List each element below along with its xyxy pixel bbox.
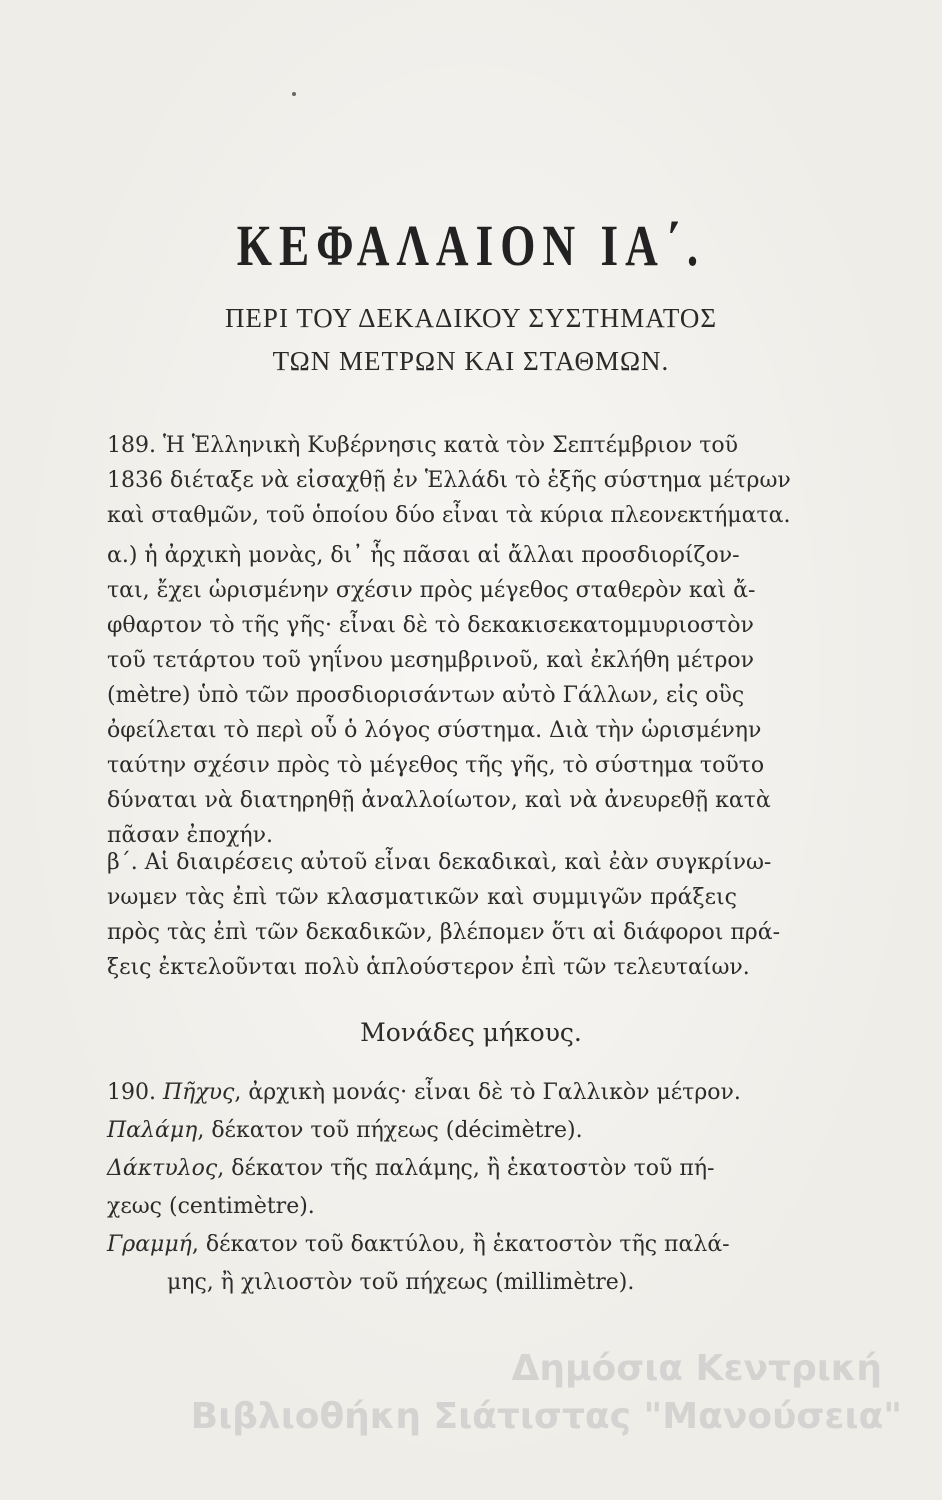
- definition-text: , ἀρχικὴ μονάς· εἶναι δὲ τὸ Γαλλικὸν μέτρον.: [234, 1080, 741, 1105]
- paragraph-189: [107, 428, 791, 533]
- text-line: φθαρτον τὸ τῆς γῆς· εἶναι δὲ τὸ δεκακισεκατομμυριοστὸν: [107, 613, 754, 638]
- definition-text: , δέκατον τῆς παλάμης, ἢ ἑκατοστὸν τοῦ πή-: [217, 1156, 715, 1181]
- ink-dot: [292, 92, 296, 96]
- paragraph-number: 190.: [107, 1080, 156, 1105]
- chapter-subtitle-line2: ΤΩΝ ΜΕΤΡΩΝ ΚΑΙ ΣΤΑΘΜΩΝ.: [272, 346, 670, 376]
- text-line: νωμεν τὰς ἐπὶ τῶν κλασματικῶν καὶ συμμιγῶν πράξεις: [107, 885, 737, 910]
- text-line: ὀφείλεται τὸ περὶ οὗ ὁ λόγος σύστημα. Διὰ τὴν ὡρισμένην: [107, 718, 762, 743]
- section-heading: Μονάδες μήκους.: [360, 1018, 582, 1047]
- text-line: τοῦ τετάρτου τοῦ γηΐνου μεσημβρινοῦ, καὶ ἐκλήθη μέτρον: [107, 648, 755, 673]
- definition-palame: [107, 1112, 737, 1150]
- text-line: ταύτην σχέσιν πρὸς τὸ μέγεθος τῆς γῆς, τὸ σύστημα τοῦτο: [107, 753, 765, 778]
- text-line: (mètre) ὑπὸ τῶν προσδιορισάντων αὐτὸ Γάλλων, εἰς οὓς: [107, 683, 745, 708]
- length-units-definitions: [107, 1074, 741, 1302]
- definition-text: , δέκατον τοῦ πήχεως (décimètre).: [197, 1118, 583, 1143]
- definition-daktylos-cont: χεως (centimètre).: [107, 1194, 315, 1219]
- definition-daktylos: [107, 1150, 737, 1188]
- text-line: καὶ σταθμῶν, τοῦ ὁποίου δύο εἶναι τὰ κύρια πλεονεκτήματα.: [107, 503, 791, 528]
- chapter-title: ΚΕΦΑΛΑΙΟΝ ΙΑ΄.: [236, 213, 706, 278]
- term-gramme: Γραμμή: [107, 1232, 192, 1257]
- text-line: β΄. Αἱ διαιρέσεις αὐτοῦ εἶναι δεκαδικαὶ, καὶ ἐὰν συγκρίνω-: [107, 850, 772, 875]
- text-line: πρὸς τὰς ἐπὶ τῶν δεκαδικῶν, βλέπομεν ὅτι αἱ διάφοροι πρά-: [107, 920, 781, 945]
- definition-gramme-cont: μης, ἢ χιλιοστὸν τοῦ πήχεως (millimètre).: [167, 1270, 635, 1295]
- definition-gramme: [107, 1226, 737, 1264]
- library-watermark-line1: Δημόσια Κεντρική: [511, 1348, 882, 1389]
- term-pechys: Πῆχυς: [162, 1080, 235, 1105]
- paragraph-alpha: [107, 538, 771, 853]
- term-palame: Παλάμη: [107, 1118, 198, 1143]
- chapter-subtitle-line1: ΠΕΡΙ ΤΟΥ ΔΕΚΑΔΙΚΟΥ ΣΥΣΤΗΜΑΤΟΣ: [224, 303, 718, 333]
- paragraph-beta: [107, 845, 781, 985]
- term-daktylos: Δάκτυλος: [107, 1156, 218, 1181]
- text-line: ξεις ἐκτελοῦνται πολὺ ἁπλούστερον ἐπὶ τῶν τελευταίων.: [107, 955, 750, 980]
- text-line: πᾶσαν ἐποχήν.: [107, 823, 273, 848]
- text-line: 189. Ἡ Ἑλληνικὴ Κυβέρνησις κατὰ τὸν Σεπτέμβριον τοῦ: [107, 433, 739, 458]
- text-line: δύναται νὰ διατηρηθῇ ἀναλλοίωτον, καὶ νὰ ἀνευρεθῇ κατὰ: [107, 788, 771, 813]
- definition-text: , δέκατον τοῦ δακτύλου, ἢ ἑκατοστὸν τῆς παλά-: [191, 1232, 730, 1257]
- definition-pechys: [107, 1074, 741, 1112]
- library-watermark-line2: Βιβλιοθήκη Σιάτιστας "Μανούσεια": [190, 1396, 902, 1437]
- text-line: 1836 διέταξε νὰ εἰσαχθῇ ἐν Ἑλλάδι τὸ ἑξῆς σύστημα μέτρων: [107, 468, 791, 493]
- text-line: ται, ἔχει ὡρισμένην σχέσιν πρὸς μέγεθος σταθερὸν καὶ ἄ-: [107, 578, 756, 603]
- text-line: α.) ἡ ἀρχικὴ μονὰς, δι᾽ ἧς πᾶσαι αἱ ἄλλαι προσδιορίζον-: [107, 543, 740, 568]
